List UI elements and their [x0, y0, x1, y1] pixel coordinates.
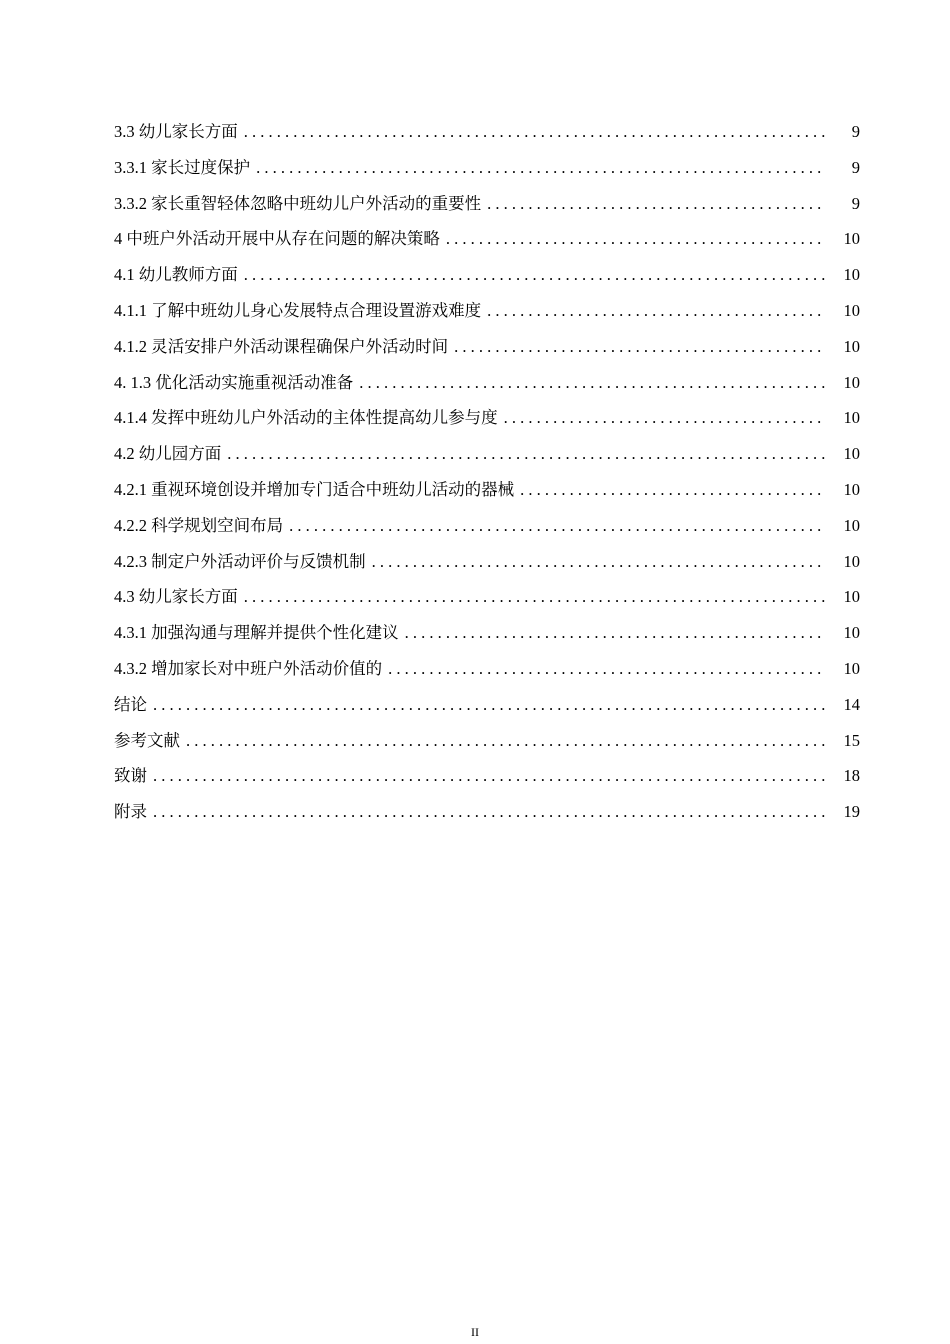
toc-entry[interactable] — [114, 758, 860, 794]
toc-entry[interactable] — [114, 365, 860, 401]
toc-dot-leader — [454, 329, 826, 365]
toc-entry-page-number: 10 — [843, 658, 860, 678]
toc-entry-title: 4.2.1 重视环境创设并增加专门适合中班幼儿活动的器械 — [114, 479, 515, 499]
toc-entry-page-number: 10 — [843, 336, 860, 356]
toc-entry[interactable] — [114, 329, 860, 365]
toc-dot-leader — [227, 436, 826, 472]
toc-entry[interactable] — [114, 615, 860, 651]
toc-entry-page-number: 10 — [843, 265, 860, 285]
toc-dot-leader — [153, 794, 826, 830]
toc-entry-page-number: 10 — [843, 551, 860, 571]
toc-entry-title: 4. 1.3 优化活动实施重视活动准备 — [114, 372, 354, 392]
toc-entry[interactable] — [114, 508, 860, 544]
toc-dot-leader — [405, 615, 826, 651]
toc-entry-title: 参考文献 — [114, 730, 180, 750]
toc-entry[interactable] — [114, 400, 860, 436]
toc-entry-title: 4.3 幼儿家长方面 — [114, 587, 238, 607]
toc-dot-leader — [186, 723, 826, 759]
toc-entry[interactable] — [114, 114, 860, 150]
toc-entry[interactable] — [114, 794, 860, 830]
toc-entry[interactable] — [114, 257, 860, 293]
toc-entry-title: 4.3.1 加强沟通与理解并提供个性化建议 — [114, 623, 399, 643]
toc-entry-title: 3.3.1 家长过度保护 — [114, 157, 251, 177]
toc-dot-leader — [504, 400, 826, 436]
toc-entry-page-number: 15 — [843, 730, 860, 750]
toc-entry[interactable] — [114, 436, 860, 472]
toc-entry-title: 4.2.3 制定户外活动评价与反馈机制 — [114, 551, 366, 571]
toc-entry-title: 4.1.2 灵活安排户外活动课程确保户外活动时间 — [114, 336, 449, 356]
toc-dot-leader — [372, 544, 826, 580]
toc-entry-page-number: 10 — [843, 479, 860, 499]
toc-entry[interactable] — [114, 150, 860, 186]
toc-entry-title: 4.3.2 增加家长对中班户外活动价值的 — [114, 658, 383, 678]
toc-entry[interactable] — [114, 293, 860, 329]
toc-dot-leader — [388, 651, 826, 687]
toc-dot-leader — [256, 150, 826, 186]
toc-entry-page-number: 10 — [843, 300, 860, 320]
toc-entry-page-number: 10 — [843, 623, 860, 643]
toc-entry[interactable] — [114, 472, 860, 508]
toc-entry-title: 4.1.4 发挥中班幼儿户外活动的主体性提高幼儿参与度 — [114, 408, 498, 428]
toc-entry-page-number: 10 — [843, 229, 860, 249]
toc-entry-title: 4.2.2 科学规划空间布局 — [114, 515, 284, 535]
toc-dot-leader — [446, 221, 826, 257]
toc-dot-leader — [244, 114, 826, 150]
toc-entry-page-number: 10 — [843, 515, 860, 535]
toc-dot-leader — [359, 365, 826, 401]
toc-entry-title: 4.1.1 了解中班幼儿身心发展特点合理设置游戏难度 — [114, 300, 482, 320]
toc-entry-title: 4.2 幼儿园方面 — [114, 444, 222, 464]
toc-entry-title: 致谢 — [114, 766, 147, 786]
toc-entry[interactable] — [114, 544, 860, 580]
toc-entry-page-number: 9 — [851, 157, 860, 177]
toc-entry-title: 3.3.2 家长重智轻体忽略中班幼儿户外活动的重要性 — [114, 193, 482, 213]
toc-entry-page-number: 10 — [843, 408, 860, 428]
toc-entry[interactable] — [114, 723, 860, 759]
toc-dot-leader — [487, 186, 826, 222]
toc-entry-title: 4.1 幼儿教师方面 — [114, 265, 238, 285]
toc-entry-page-number: 18 — [843, 766, 860, 786]
toc-entry[interactable] — [114, 687, 860, 723]
toc-entry-page-number: 14 — [843, 694, 860, 714]
toc-entry-page-number: 9 — [851, 122, 860, 141]
table-of-contents — [114, 114, 860, 830]
toc-entry[interactable] — [114, 186, 860, 222]
toc-dot-leader — [153, 687, 826, 723]
toc-entry[interactable] — [114, 651, 860, 687]
toc-entry-title: 3.3 幼儿家长方面 — [114, 122, 238, 141]
page-number-footer: II — [471, 1325, 479, 1339]
toc-dot-leader — [520, 472, 826, 508]
toc-entry-page-number: 19 — [843, 802, 860, 822]
toc-dot-leader — [487, 293, 826, 329]
toc-dot-leader — [244, 579, 826, 615]
toc-entry[interactable] — [114, 221, 860, 257]
toc-entry-title: 附录 — [114, 802, 147, 822]
toc-entry-page-number: 10 — [843, 372, 860, 392]
toc-entry-title: 结论 — [114, 694, 147, 714]
toc-dot-leader — [289, 508, 826, 544]
toc-entry[interactable] — [114, 579, 860, 615]
toc-dot-leader — [244, 257, 826, 293]
toc-entry-page-number: 10 — [843, 444, 860, 464]
toc-entry-title: 4 中班户外活动开展中从存在问题的解决策略 — [114, 229, 440, 249]
toc-entry-page-number: 9 — [851, 193, 860, 213]
toc-entry-page-number: 10 — [843, 587, 860, 607]
toc-dot-leader — [153, 758, 826, 794]
